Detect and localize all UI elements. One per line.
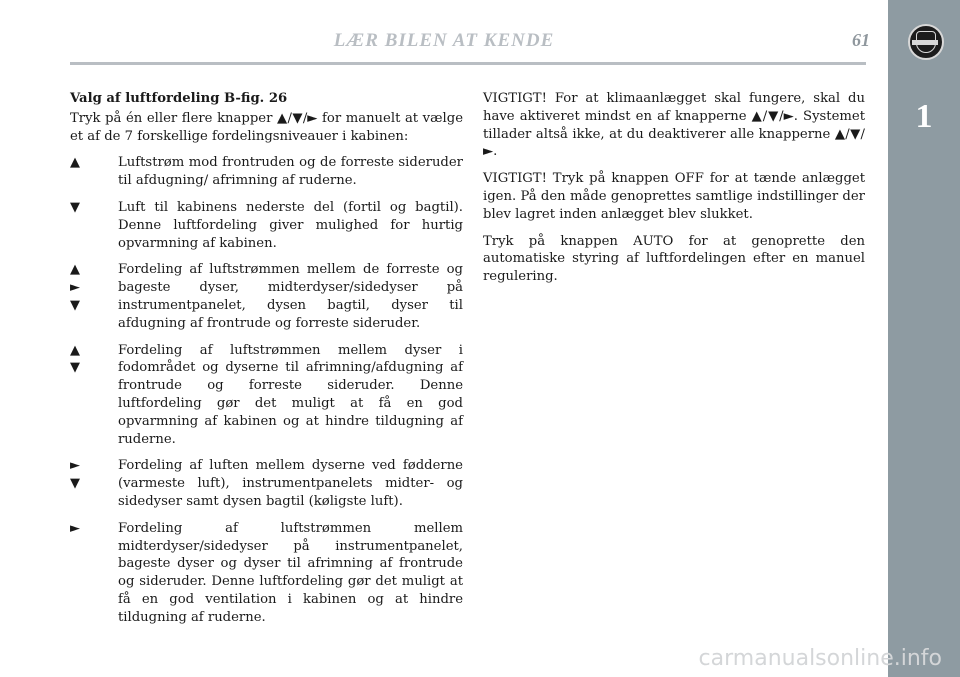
- header-rule: [70, 62, 866, 65]
- airflow-icons: [70, 342, 118, 449]
- list-item: [70, 261, 463, 332]
- airflow-icons: [70, 154, 118, 190]
- distribution-list: [70, 154, 463, 626]
- arrow-down-icon: ▼: [70, 199, 80, 215]
- list-item-text: Fordeling af luftstrømmen mellem midterdyser/sidedyser på instrumentpanelet, bageste dyser og dyser til afrimning af frontrude og sideruder. Denne luftfordeling gør det muligt at få en god ventilation i kabinen og at hindre tildugning af ruderne.: [118, 520, 463, 625]
- list-item: [70, 199, 463, 252]
- note-paragraph: VIGTIGT! For at klimaanlægget skal fungere, skal du have aktiveret mindst en af knapperne ▲/▼/►. Systemet tillader altså ikke, at du deaktiverer alle knapperne ▲/▼/►.: [483, 91, 865, 160]
- airflow-icons: [70, 520, 118, 627]
- list-item: [70, 520, 463, 627]
- logo-shield-shape: [916, 31, 936, 53]
- section-heading: Valg af luftfordeling B-fig. 26: [70, 91, 288, 106]
- arrow-right-icon: ►: [70, 520, 80, 536]
- list-item-text: Fordeling af luftstrømmen mellem dyser i fodområdet og dyserne til afrimning/afdugning af frontrude og forreste sideruder. Denne luftfordeling gør det muligt at få en god opvarmning af kabinen og at hindre tildugning af ruderne.: [118, 342, 463, 447]
- list-item: [70, 342, 463, 449]
- arrow-up-icon: ▲: [70, 155, 80, 171]
- list-item: [70, 457, 463, 510]
- note-paragraph: Tryk på knappen AUTO for at genoprette den automatiske styring af luftfordelingen efter en manuel regulering.: [483, 233, 865, 285]
- arrow-up-icon: ▲: [70, 342, 80, 358]
- logo-bar-shape: [912, 40, 938, 45]
- arrow-right-icon: ►: [70, 280, 80, 296]
- arrow-down-icon: ▼: [70, 297, 80, 313]
- lancia-logo-icon: [908, 24, 944, 60]
- left-column: [70, 90, 463, 636]
- list-item: [70, 154, 463, 190]
- arrow-right-icon: ►: [70, 458, 80, 474]
- chapter-number: 1: [915, 98, 933, 135]
- list-item-text: Fordeling af luften mellem dyserne ved fødderne (varmeste luft), instrumentpanelets midter- og sidedyser samt dysen bagtil (køligste luft).: [118, 458, 463, 509]
- arrow-down-icon: ▼: [70, 360, 80, 376]
- airflow-icons: [70, 199, 118, 252]
- arrow-down-icon: ▼: [70, 476, 80, 492]
- page-number: 61: [852, 30, 870, 50]
- arrow-up-icon: ▲: [70, 262, 80, 278]
- airflow-icons: [70, 261, 118, 332]
- note-paragraph: VIGTIGT! Tryk på knappen OFF for at tænde anlægget igen. På den måde genoprettes samtlige indstillinger der blev lagret inden anlægget blev slukket.: [483, 171, 865, 222]
- intro-paragraph: Tryk på én eller flere knapper ▲/▼/► for manuelt at vælge et af de 7 forskellige fordelingsniveauer i kabinen:: [70, 110, 463, 144]
- page-header-title: LÆR BILEN AT KENDE: [333, 30, 555, 51]
- list-item-text: Luft til kabinens nederste del (fortil og bagtil). Denne luftfordeling giver mulighed for hurtig opvarmning af kabinen.: [118, 199, 463, 251]
- watermark: carmanualsonline.info: [698, 646, 942, 671]
- airflow-icons: [70, 457, 118, 510]
- right-column: [483, 90, 865, 295]
- list-item-text: Luftstrøm mod frontruden og de forreste sideruder til afdugning/ afrimning af ruderne.: [118, 155, 463, 189]
- list-item-text: Fordeling af luftstrømmen mellem de forreste og bageste dyser, midterdyser/sidedyser på instrumentpanelet, dysen bagtil, dyser til afdugning af frontrude og forreste sideruder.: [118, 262, 463, 331]
